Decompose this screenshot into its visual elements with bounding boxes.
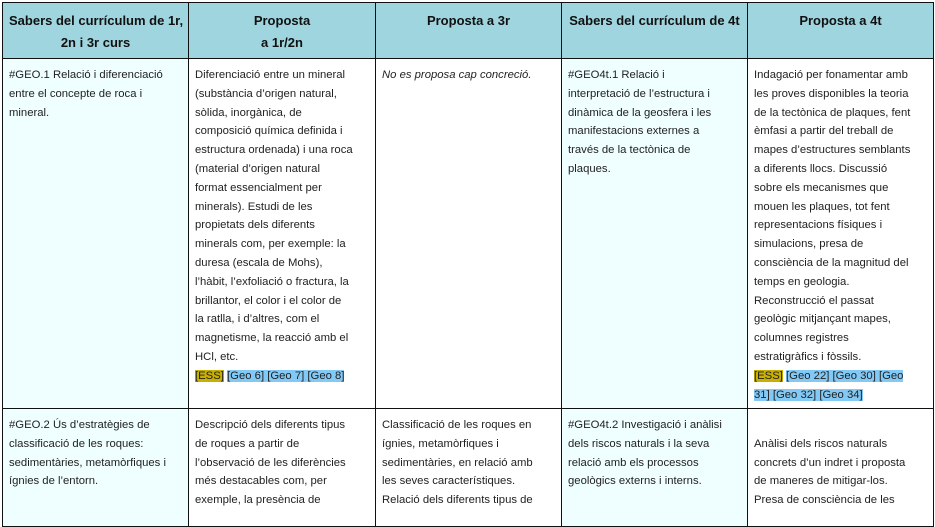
cell-text: ígnies de l’entorn. <box>9 475 99 488</box>
cell-text: minerals). Estudi de les <box>195 200 313 213</box>
ess-tag: [ESS] <box>195 369 224 382</box>
cell-text: propietats dels diferents <box>195 219 315 232</box>
cell-text: la ratlla, i d’altres, com el <box>195 313 320 326</box>
geo-tags: 31] [Geo 32] [Geo 34] <box>754 388 863 401</box>
header-curriculum-1-3 <box>3 3 189 59</box>
cell-text: l’observació de les diferències <box>195 456 346 469</box>
reference-tags <box>195 367 369 386</box>
cell-text: #GEO.1 Relació i diferenciació <box>9 69 163 81</box>
cell-text: (substància d’origen natural, <box>195 87 337 100</box>
cell-text: Reconstrucció el passat <box>754 294 874 307</box>
cell-text: HCl, etc. <box>195 350 239 363</box>
cell-text: l’hàbit, l’exfoliació o fractura, la <box>195 275 349 288</box>
geo-tags: [Geo 6] [Geo 7] [Geo 8] <box>227 369 345 382</box>
cell-text: èmfasi a partir del treball de <box>754 125 894 138</box>
cell-text: concrets d’un indret i proposta <box>754 456 906 469</box>
header-text: 2n i 3r curs <box>60 35 131 50</box>
cell-text: mineral. <box>9 106 50 119</box>
table-row <box>3 409 934 527</box>
cell-text: dels riscos naturals i la seva <box>568 437 710 450</box>
header-text: Sabers del currículum de 1r, <box>9 13 184 28</box>
cell-text: dinàmica de la geosfera i les <box>568 106 712 119</box>
header-text: Sabers del currículum de 4t <box>569 13 740 28</box>
cell-proposal-1-2 <box>189 409 376 527</box>
curriculum-table <box>2 2 934 527</box>
cell-proposal-4 <box>748 59 934 409</box>
cell-text: manifestacions externes a <box>568 125 700 138</box>
header-text: Proposta a 3r <box>426 13 511 28</box>
cell-proposal-3 <box>376 59 562 409</box>
header-text: a 1r/2n <box>261 35 303 50</box>
cell-text: format essencialment per <box>195 181 322 194</box>
cell-text: plaques. <box>568 162 611 175</box>
cell-text: de roques a partir de <box>195 437 300 450</box>
cell-text: interpretació de l’estructura i <box>568 87 710 100</box>
cell-text: sedimentàries, metamòrfiques i <box>9 456 166 469</box>
header-proposal-4 <box>748 3 934 59</box>
cell-curriculum-4 <box>562 409 748 527</box>
cell-text: composició química definida i <box>195 125 343 138</box>
cell-proposal-1-2 <box>189 59 376 409</box>
cell-proposal-3 <box>376 409 562 527</box>
cell-text: entre el concepte de roca i <box>9 87 143 100</box>
geo-tags: [Geo 22] [Geo 30] [Geo <box>786 369 904 382</box>
cell-text: consciència de la magnitud del <box>754 256 909 269</box>
cell-text: relació amb els processos <box>568 456 699 469</box>
cell-text: Descripció dels diferents tipus <box>195 419 346 431</box>
cell-proposal-4 <box>748 409 934 527</box>
cell-text: través de la tectònica de <box>568 144 691 157</box>
cell-curriculum-1-3 <box>3 59 189 409</box>
cell-text: mapes d’estructures semblants <box>754 144 911 157</box>
cell-text: minerals com, per exemple: la <box>195 238 346 251</box>
cell-text: geològics externs i interns. <box>568 475 702 488</box>
reference-tags <box>754 386 927 405</box>
cell-text: de maneres de mitigar-los. <box>754 475 888 488</box>
spacer <box>754 416 927 435</box>
cell-text: exemple, la presència de <box>195 494 321 507</box>
cell-text: a diferents llocs. Discussió <box>754 162 888 175</box>
cell-text: #GEO4t.2 Investigació i anàlisi <box>568 419 722 431</box>
cell-text: magnetisme, la reacció amb el <box>195 332 349 345</box>
header-row <box>3 3 934 59</box>
header-text: Proposta a 4t <box>799 13 882 28</box>
cell-text: de la tectònica de plaques, fent <box>754 106 911 119</box>
cell-text: estratigràfics i fòssils. <box>754 350 862 363</box>
cell-text: sòlida, inorgànica, de <box>195 106 302 119</box>
cell-text: mouen les plaques, tot fent <box>754 200 890 213</box>
cell-text: #GEO4t.1 Relació i <box>568 69 665 81</box>
cell-text: Classificació de les roques en <box>382 419 532 431</box>
cell-text: ígnies, metamòrfiques i <box>382 437 499 450</box>
header-proposal-3 <box>376 3 562 59</box>
cell-text: sobre els mecanismes que <box>754 181 889 194</box>
cell-text: geològic mitjançant mapes, <box>754 313 891 326</box>
cell-text: simulacions, presa de <box>754 238 864 251</box>
cell-curriculum-4 <box>562 59 748 409</box>
cell-text: duresa (escala de Mohs), <box>195 256 323 269</box>
header-proposal-1-2 <box>189 3 376 59</box>
cell-text: columnes registres <box>754 332 849 345</box>
cell-text: les seves característiques. <box>382 475 516 488</box>
reference-tags <box>754 367 927 386</box>
header-text: Proposta <box>253 13 311 28</box>
cell-text: Presa de consciència de les <box>754 494 895 507</box>
cell-text: les proves disponibles la teoria <box>754 87 909 100</box>
cell-text: classificació de les roques: <box>9 437 144 450</box>
cell-text: brillantor, el color i el color de <box>195 294 342 307</box>
cell-text: representacions físiques i <box>754 219 883 232</box>
table-row <box>3 59 934 409</box>
cell-text: #GEO.2 Ús d’estratègies de <box>9 419 150 431</box>
cell-text: Indagació per fonamentar amb <box>754 69 908 81</box>
header-curriculum-4 <box>562 3 748 59</box>
cell-text: No es proposa cap concreció. <box>382 69 532 81</box>
cell-curriculum-1-3 <box>3 409 189 527</box>
cell-text: més destacables com, per <box>195 475 327 488</box>
cell-text: temps en geologia. <box>754 275 850 288</box>
cell-text: (material d’origen natural <box>195 162 320 175</box>
cell-text: Relació dels diferents tipus de <box>382 494 533 507</box>
cell-text: estructura ordenada) i una roca <box>195 144 353 157</box>
ess-tag: [ESS] <box>754 369 783 382</box>
cell-text: Diferenciació entre un mineral <box>195 69 346 81</box>
cell-text: Anàlisi dels riscos naturals <box>754 437 888 450</box>
cell-text: sedimentàries, en relació amb <box>382 456 533 469</box>
